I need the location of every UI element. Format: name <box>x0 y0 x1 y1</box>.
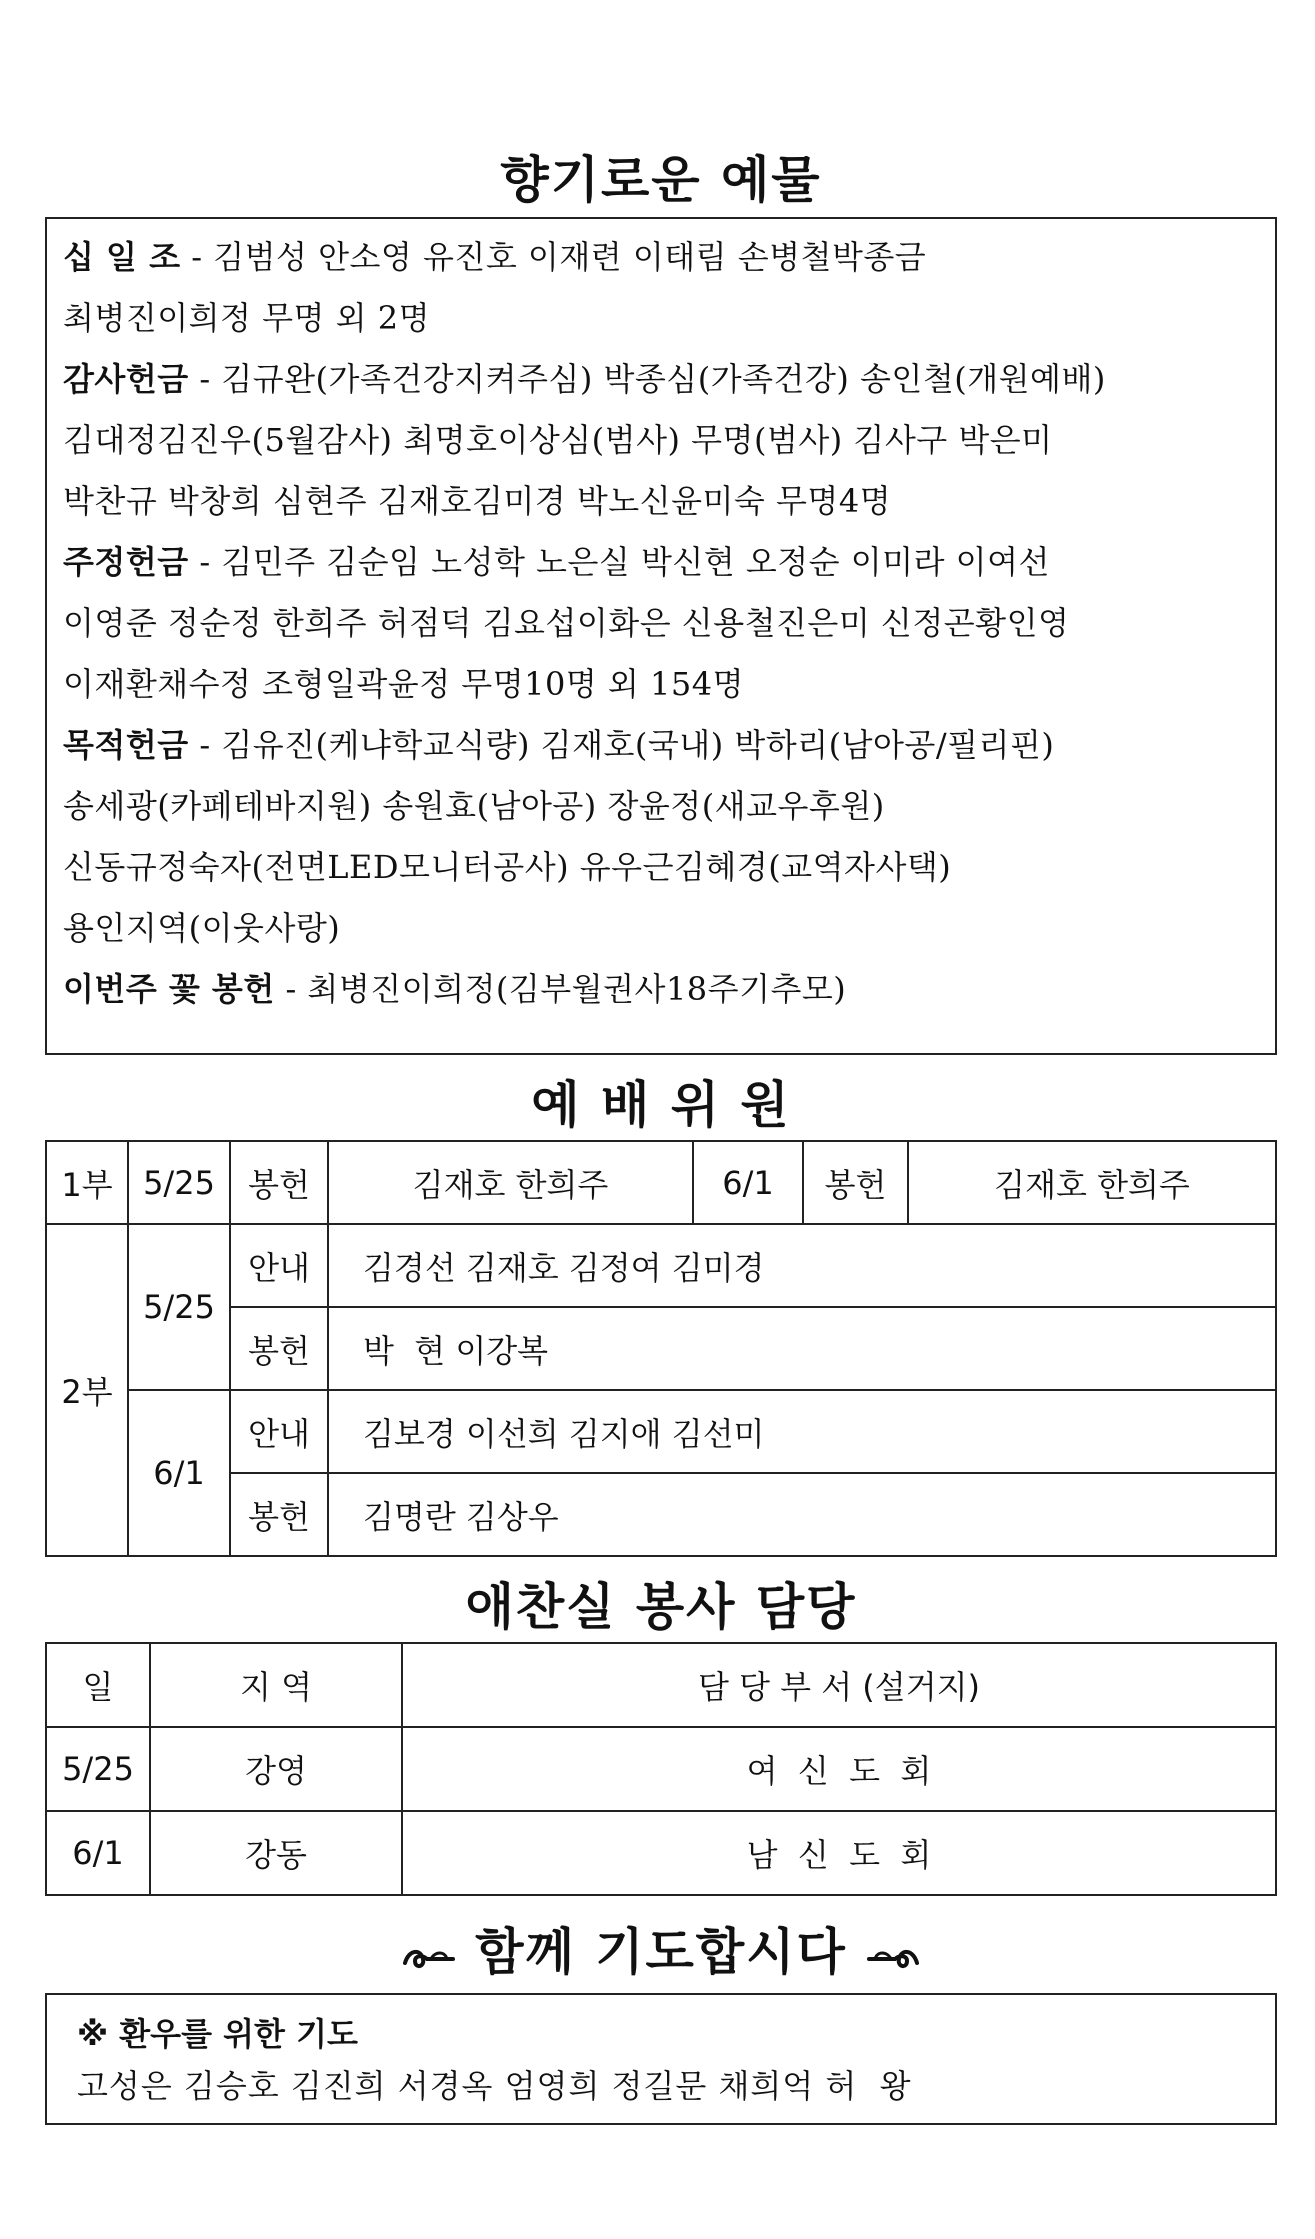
flourish-left-icon <box>401 1927 457 1985</box>
offering-line <box>63 349 1257 410</box>
weekly-text: - 김민주 김순임 노성학 노은실 박신현 오정순 이미라 이여선 <box>188 543 1050 581</box>
part2-d1-offer-role: 봉헌 <box>230 1307 328 1390</box>
row-dept: 여 신 도 회 <box>402 1727 1276 1811</box>
tithe-text: - 김범성 안소영 유진호 이재련 이태림 손병철박종금 <box>180 238 927 276</box>
weekly-label: 주정헌금 <box>63 543 189 581</box>
table-row <box>46 1811 1276 1895</box>
offering-line <box>63 654 1257 715</box>
service-table <box>45 1642 1277 1896</box>
prayer-heading <box>45 1912 1277 1985</box>
purpose-text-cont: 송세광(카페테바지원) 송원효(남아공) 장윤정(새교우후원) <box>63 787 885 825</box>
part1-names1: 김재호 한희주 <box>328 1141 693 1224</box>
part2-d1-offer-names: 박 현 이강복 <box>328 1307 1276 1390</box>
tithe-label: 십 일 조 <box>63 238 181 276</box>
offering-line <box>63 959 1257 1020</box>
part2-d1-guide-role: 안내 <box>230 1224 328 1307</box>
part2-label: 2부 <box>46 1224 128 1556</box>
offering-line <box>63 898 1257 959</box>
worship-table <box>45 1140 1277 1557</box>
purpose-label: 목적헌금 <box>63 726 189 764</box>
table-row <box>46 1224 1276 1307</box>
flower-text: - 최병진이희정(김부월권사18주기추모) <box>274 970 847 1008</box>
offering-line <box>63 288 1257 349</box>
row-day: 5/25 <box>46 1727 150 1811</box>
table-row <box>46 1390 1276 1473</box>
purpose-text: - 김유진(케냐학교식량) 김재호(국내) 박하리(남아공/필리핀) <box>188 726 1055 764</box>
header-region: 지 역 <box>150 1643 402 1727</box>
prayer-box <box>45 1993 1277 2125</box>
table-row <box>46 1727 1276 1811</box>
part2-d2-guide-names: 김보경 이선희 김지애 김선미 <box>328 1390 1276 1473</box>
purpose-text-cont: 신동규정숙자(전면LED모니터공사) 유우근김혜경(교역자사택) <box>63 848 952 886</box>
part1-date2: 6/1 <box>693 1141 803 1224</box>
header-day: 일 <box>46 1643 150 1727</box>
header-dept: 담 당 부 서 (설거지) <box>402 1643 1276 1727</box>
flower-label: 이번주 꽃 봉헌 <box>63 970 275 1008</box>
prayer-names: 고성은 김승호 김진희 서경옥 엄영희 정길문 채희억 허 왕 <box>77 2067 912 2105</box>
thanks-text-cont: 김대정김진우(5월감사) 최명호이상심(범사) 무명(범사) 김사구 박은미 <box>63 421 1053 459</box>
offering-line <box>63 471 1257 532</box>
service-title: 애찬실 봉사 담당 <box>465 1578 857 1636</box>
part1-role2: 봉헌 <box>803 1141 908 1224</box>
part2-d1-guide-names: 김경선 김재호 김정여 김미경 <box>328 1224 1276 1307</box>
offering-line <box>63 227 1257 288</box>
offering-line <box>63 837 1257 898</box>
part2-date2: 6/1 <box>128 1390 230 1556</box>
thanks-text: - 김규완(가족건강지켜주심) 박종심(가족건강) 송인철(개원예배) <box>188 360 1106 398</box>
row-region: 강동 <box>150 1811 402 1895</box>
part1-names2: 김재호 한희주 <box>908 1141 1276 1224</box>
worship-title: 예 배 위 원 <box>531 1076 791 1134</box>
table-header-row <box>46 1643 1276 1727</box>
part1-label: 1부 <box>46 1141 128 1224</box>
thanks-text-cont: 박찬규 박창희 심현주 김재호김미경 박노신윤미숙 무명4명 <box>63 482 892 520</box>
part2-d2-guide-role: 안내 <box>230 1390 328 1473</box>
row-dept: 남 신 도 회 <box>402 1811 1276 1895</box>
weekly-text-cont: 이재환채수정 조형일곽윤정 무명10명 외 154명 <box>63 665 744 703</box>
weekly-text-cont: 이영준 정순정 한희주 허점덕 김요섭이화은 신용철진은미 신정곤황인영 <box>63 604 1070 642</box>
row-region: 강영 <box>150 1727 402 1811</box>
part2-d2-offer-names: 김명란 김상우 <box>328 1473 1276 1556</box>
prayer-title: 함께 기도합시다 <box>475 1923 847 1981</box>
offering-line <box>63 715 1257 776</box>
part2-d2-offer-role: 봉헌 <box>230 1473 328 1556</box>
purpose-text-cont: 용인지역(이웃사랑) <box>63 909 341 947</box>
table-row <box>46 1307 1276 1390</box>
flourish-right-icon <box>865 1927 921 1985</box>
offering-line <box>63 410 1257 471</box>
part1-date1: 5/25 <box>128 1141 230 1224</box>
thanks-label: 감사헌금 <box>63 360 189 398</box>
offering-box <box>45 217 1277 1055</box>
prayer-subtitle: ※ 환우를 위한 기도 <box>77 2015 358 2053</box>
part1-role1: 봉헌 <box>230 1141 328 1224</box>
offering-title: 향기로운 예물 <box>500 151 822 209</box>
offering-line <box>63 532 1257 593</box>
offering-line <box>63 776 1257 837</box>
table-row <box>46 1473 1276 1556</box>
table-row <box>46 1141 1276 1224</box>
tithe-text-cont: 최병진이희정 무명 외 2명 <box>63 299 430 337</box>
part2-date1: 5/25 <box>128 1224 230 1390</box>
offering-line <box>63 593 1257 654</box>
row-day: 6/1 <box>46 1811 150 1895</box>
